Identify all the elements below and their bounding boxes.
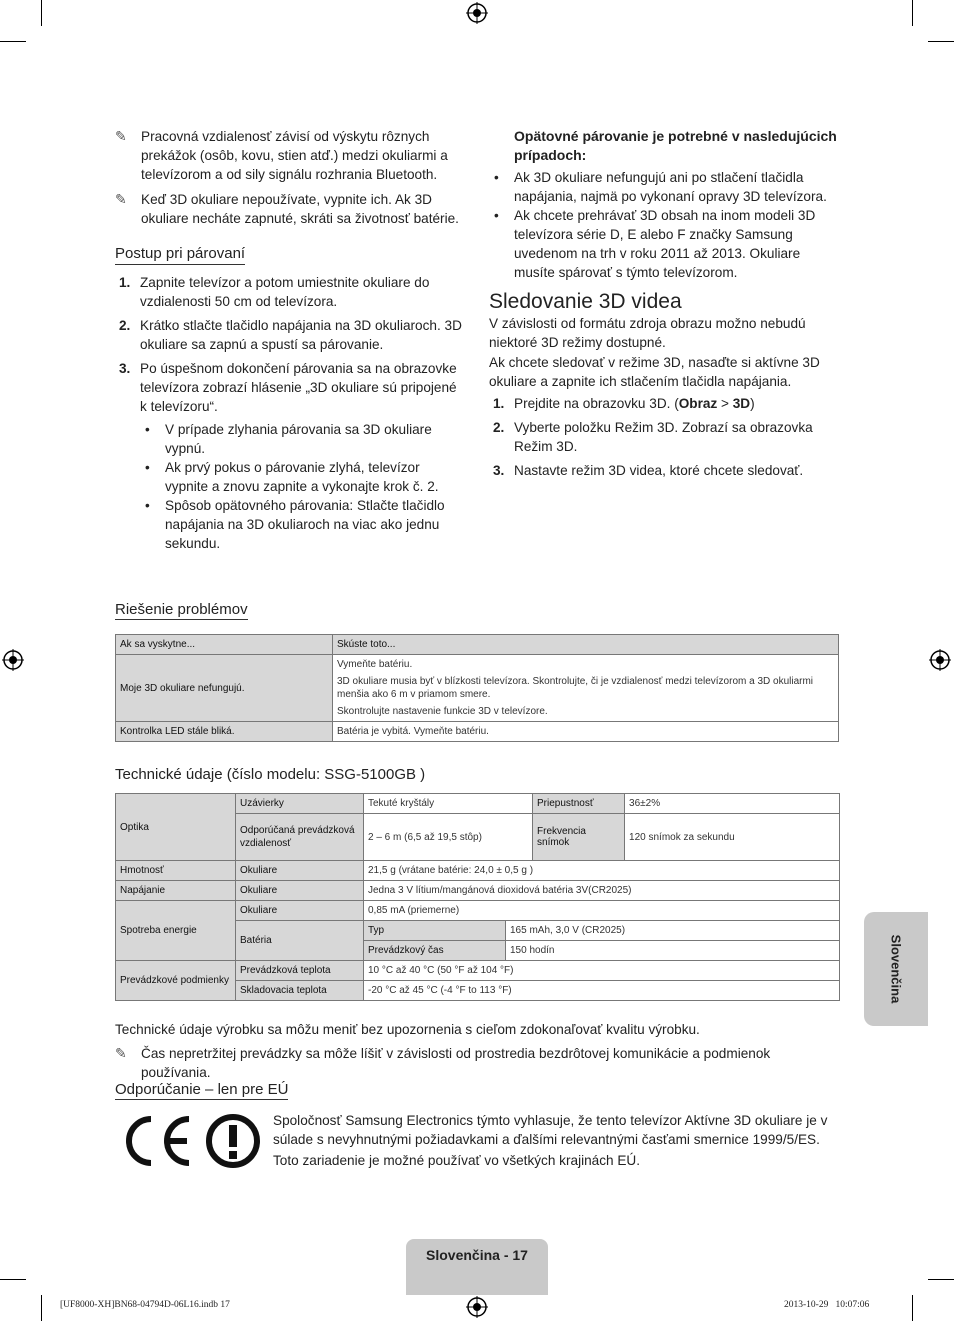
section-title: Sledovanie 3D videa	[489, 290, 682, 313]
list-item: 3. Po úspešnom dokončení párovania sa na obrazovke televízora zobrazí hlásenie „3D okuliare sú pripojené k televízoru“. • V prípade zlyhania párovania sa 3D okuliare vypnú. • Ak prvý pokus o párovanie zlyhá, televízor vypnite a znovu zapnite a vykonajte krok č. 2. • Spôsob opätovného párovania: Stlačte tlačidlo napájania na 3D okuliaroch na viac ako jednu sekundu.	[115, 359, 465, 553]
bullet-item: • Spôsob opätovného párovania: Stlačte tlačidlo napájania na 3D okuliaroch na viac ako jednu sekundu.	[140, 496, 465, 553]
registration-mark-top-icon	[466, 2, 488, 24]
list-item: 2. Krátko stlačte tlačidlo napájania na 3D okuliaroch. 3D okuliare sa zapnú a spustí sa párovanie.	[119, 318, 462, 352]
table-row: Optika Uzávierky Tekuté kryštály Priepustnosť 36±2%	[116, 794, 840, 814]
table-row: Batéria Typ 165 mAh, 3,0 V (CR2025)	[116, 921, 840, 941]
eu-declaration: Spoločnosť Samsung Electronics týmto vyhlasuje, že tento televízor Aktívne 3D okuliare je v súlade s nevyhnutnými požiadavkami a ďalšími relevantnými časťami smernice 1999/5/ES.	[273, 1113, 828, 1147]
table-row: Skladovacia teplota -20 °C až 45 °C (-4 °F to 113 °F)	[116, 981, 840, 1001]
table-row: Prevádzkový čas 150 hodín	[116, 941, 840, 961]
bullet-item: • Ak 3D okuliare nefungujú ani po stlačení tlačidla napájania, najmä po vykonaní opravy 3D televízora.	[489, 168, 839, 206]
table-row: Kontrolka LED stále bliká. Batéria je vybitá. Vymeňte batériu.	[116, 722, 839, 742]
note: ✎ Čas nepretržitej prevádzky sa môže líšiť v závislosti od prostredia bezdrôtovej komunikácie a podmienok používania.	[115, 1045, 771, 1080]
bullet-item: • Ak prvý pokus o párovanie zlyhá, televízor vypnite a znovu zapnite a vykonajte krok č. 2.	[140, 458, 465, 496]
table-row: Spotreba energie Okuliare 0,85 mA (priemerne)	[116, 901, 840, 921]
list-item: 1. Prejdite na obrazovku 3D. (Obraz > 3D)	[493, 396, 755, 411]
watch-3d-steps	[489, 394, 839, 480]
specs-heading: Technické údaje (číslo modelu: SSG-5100GB )	[115, 766, 426, 783]
table-row: Moje 3D okuliare nefungujú. Vymeňte batériu. 3D okuliare musia byť v blízkosti televízora. Skontrolujte, či je vzdialenosť medzi televízorom a 3D okuliarmi menšia ako 6 m v priamom smere. Skontrolujte nastavenie funkcie 3D v televízore.	[116, 655, 839, 722]
troubleshooting-table	[115, 634, 839, 742]
list-item: 1. Zapnite televízor a potom umiestnite okuliare do vzdialenosti 50 cm od televízora.	[119, 275, 430, 309]
pairing-heading: Postup pri párovaní	[115, 244, 245, 265]
bullet-item: • V prípade zlyhania párovania sa 3D okuliare vypnú.	[140, 420, 465, 458]
table-row: Prevádzkové podmienky Prevádzková teplota 10 °C až 40 °C (50 °F až 104 °F)	[116, 961, 840, 981]
language-side-tab: Slovenčina	[864, 912, 928, 1026]
paragraph: V závislosti od formátu zdroja obrazu možno nebudú niektoré 3D režimy dostupné.	[489, 316, 806, 350]
paragraph: Ak chcete sledovať v režime 3D, nasaďte si aktívne 3D okuliare a zapnite ich stlačením tlačidla napájania.	[489, 355, 820, 389]
eu-usage: Toto zariadenie je možné používať vo všetkých krajinách EÚ.	[273, 1153, 641, 1168]
registration-mark-left-icon	[2, 649, 24, 671]
eu-heading: Odporúčanie – len pre EÚ	[115, 1081, 289, 1098]
note-pencil-icon: ✎	[115, 1045, 127, 1061]
registration-mark-right-icon	[929, 649, 951, 671]
note-pencil-icon: ✎	[115, 128, 127, 144]
left-column	[115, 127, 465, 558]
list-item: 2. Vyberte položku Režim 3D. Zobrazí sa obrazovka Režim 3D.	[493, 420, 813, 454]
disclaimer: Technické údaje výrobku sa môžu meniť bez upozornenia s cieľom zdokonaľovať kvalitu výrobku.	[115, 1022, 700, 1037]
troubleshooting-heading: Riešenie problémov	[115, 601, 248, 618]
bullet-item: • Ak chcete prehrávať 3D obsah na inom modeli 3D televízora série D, E alebo F značky Samsung uvedenom na trh v roku 2011 až 2013. Okuliare musíte spárovať s týmto televízorom.	[489, 206, 839, 282]
ce-mark-icon	[115, 1113, 197, 1169]
print-meta-right: 2013-10-29 10:07:06	[784, 1300, 870, 1310]
table-row: Hmotnosť Okuliare 21,5 g (vrátane batérie: 24,0 ± 0,5 g )	[116, 861, 840, 881]
note: ✎ Keď 3D okuliare nepoužívate, vypnite ich. Ak 3D okuliare necháte zapnuté, skráti sa životnosť batérie.	[115, 191, 459, 226]
pairing-steps	[115, 273, 465, 553]
table-row: Ak sa vyskytne... Skúste toto...	[116, 635, 839, 655]
alert-mark-icon	[205, 1113, 261, 1169]
table-row: Napájanie Okuliare Jedna 3 V lítium/mangánová dioxidová batéria 3V(CR2025)	[116, 881, 840, 901]
registration-mark-bottom-icon	[466, 1296, 488, 1318]
right-column	[489, 127, 839, 485]
list-item: 3. Nastavte režim 3D videa, ktoré chcete sledovať.	[493, 463, 804, 478]
print-meta-left: [UF8000-XH]BN68-04794D-06L16.indb 17	[60, 1300, 230, 1310]
specs-table	[115, 793, 839, 1001]
note-pencil-icon: ✎	[115, 191, 127, 207]
page-number-tab: Slovenčina - 17	[406, 1239, 548, 1295]
note: ✎ Pracovná vzdialenosť závisí od výskytu rôznych prekážok (osôb, kovu, stien atď.) medzi okuliarmi a televízorom a od sily signálu rozhrania Bluetooth.	[115, 128, 448, 182]
table-row: Odporúčaná prevádzková vzdialenosť 2 – 6 m (6,5 až 19,5 stôp) Frekvencia snímok 120 snímok za sekundu	[116, 814, 840, 861]
repair-heading: Opätovné párovanie je potrebné v nasledujúcich prípadoch:	[514, 128, 837, 163]
eu-marks	[115, 1113, 261, 1169]
